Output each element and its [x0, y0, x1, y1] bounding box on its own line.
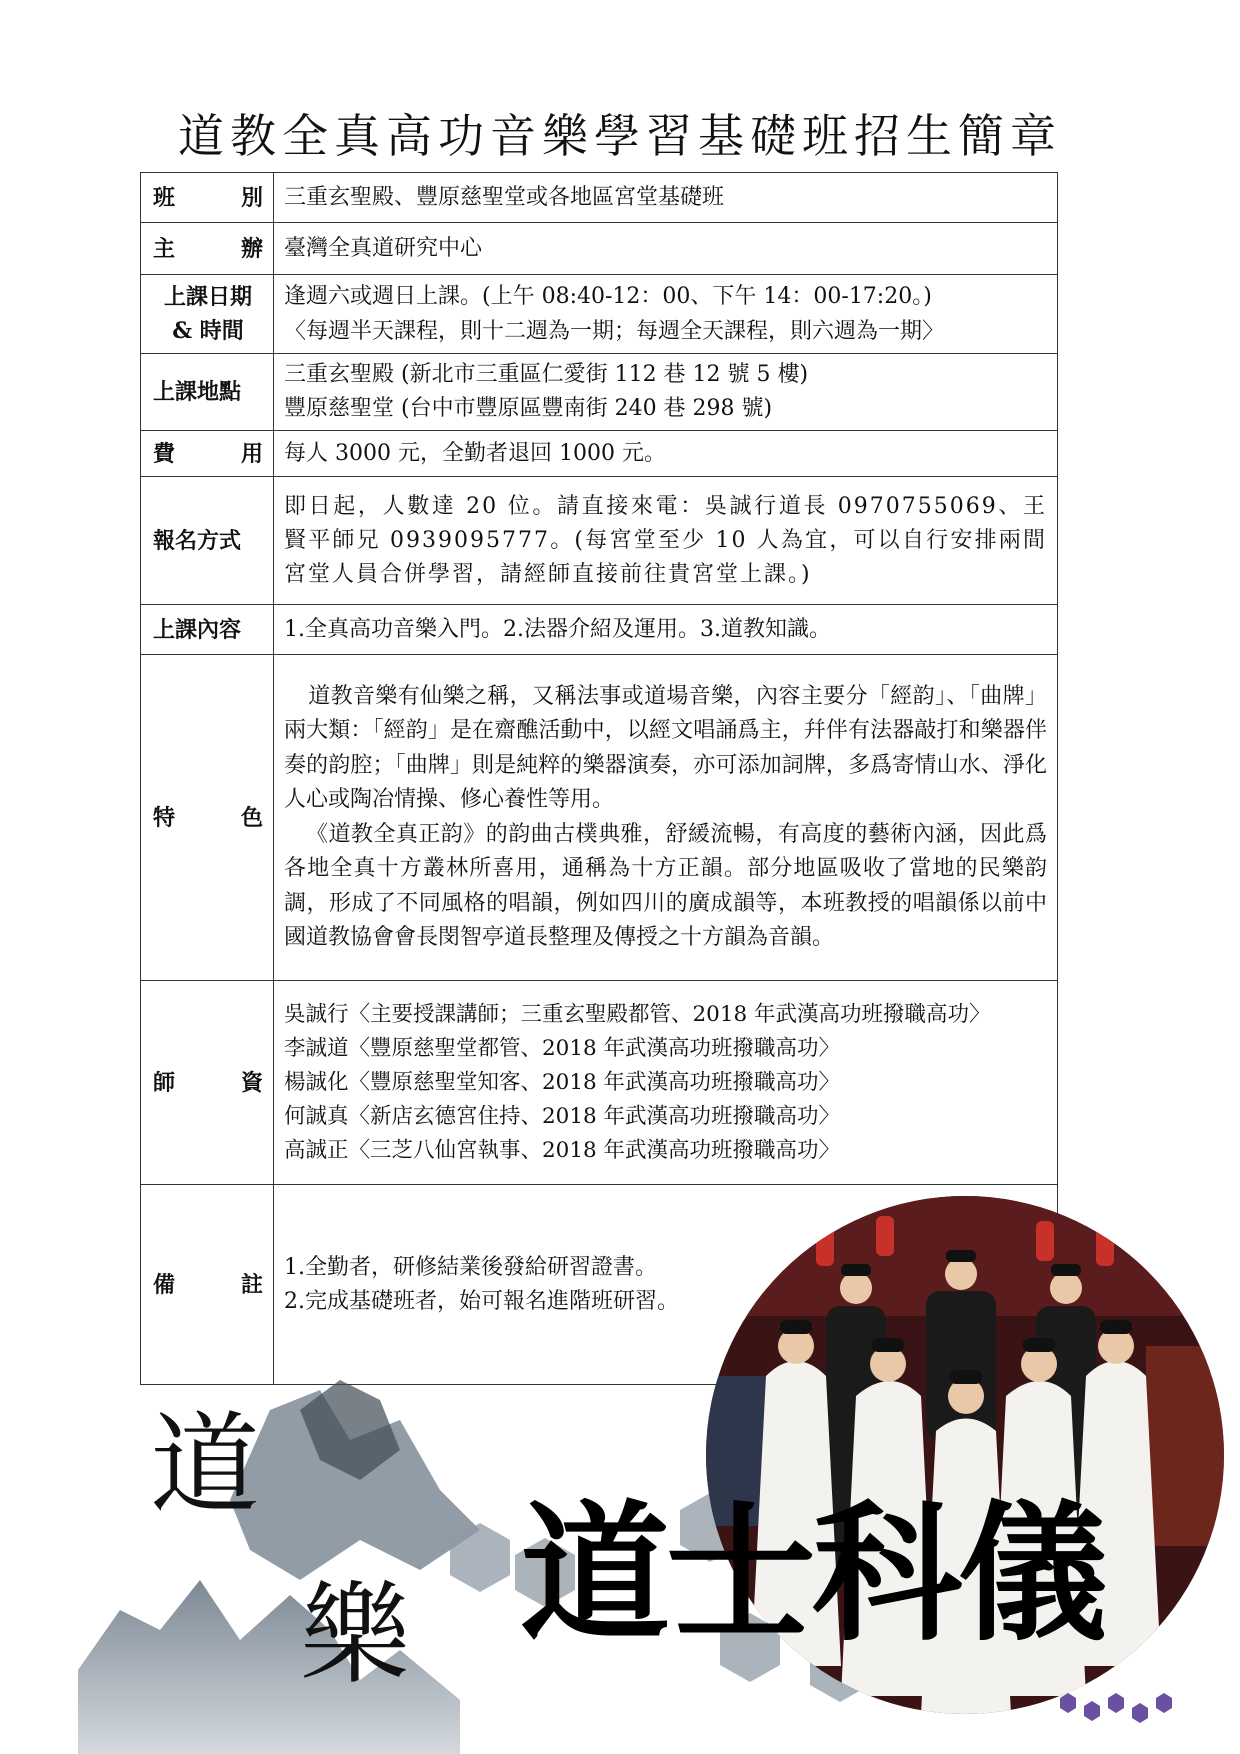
- row-label-notes: 備 註: [141, 1185, 274, 1385]
- teacher-entry: 高誠正〈三芝八仙宮執事、2018 年武漢高功班撥職高功〉: [284, 1137, 841, 1163]
- table-row: [141, 275, 1058, 354]
- page-title: 道教全真高功音樂學習基礎班招生簡章: [178, 109, 1062, 163]
- teacher-entry: 何誠真〈新店玄德宮住持、2018 年武漢高功班撥職高功〉: [284, 1103, 841, 1129]
- row-content-teachers: [274, 981, 1058, 1185]
- table-row: [141, 431, 1058, 477]
- hexagon-dots-decoration: [1050, 1688, 1190, 1738]
- table-row: [141, 354, 1058, 431]
- row-label-location: 上課地點: [141, 354, 274, 431]
- table-row: [141, 981, 1058, 1185]
- row-label-course-content: 上課內容: [141, 605, 274, 655]
- row-label-features: 特 色: [141, 655, 274, 981]
- row-content-notes: 1.全勤者，研修結業後發給研習證書。 2.完成基礎班者，始可報名進階班研習。: [274, 1185, 1058, 1385]
- row-label-registration: 報名方式: [141, 477, 274, 605]
- table-row: [141, 173, 1058, 223]
- brand-calligraphy-title: 道士科儀: [520, 1488, 1105, 1662]
- row-label-schedule: 上課日期 & 時間: [141, 275, 274, 354]
- calligraphy-dao: 道: [150, 1401, 260, 1529]
- row-content-course-content: 1.全真高功音樂入門。2.法器介紹及運用。3.道教知識。: [274, 605, 1058, 655]
- row-content-features: 道教音樂有仙樂之稱，又稱法事或道場音樂，內容主要分「經韵」、「曲牌」兩大類：「經韵」是在齋醮活動中，以經文唱誦爲主，幷伴有法器敲打和樂器伴奏的韵腔；「曲牌」則是純粹的樂器演奏，亦可添加詞牌，多爲寄情山水、淨化人心或陶冶情操、修心養性等用。 《道教全真正韵》的韵曲古樸典雅，舒緩流暢，有高度的藝術內涵，因此爲各地全真十方叢林所喜用，通稱為十方正韻。部分地區吸收了當地的民樂韵調，形成了不同風格的唱韻，例如四川的廣成韻等，本班教授的唱韻係以前中國道教協會會長閔智亭道長整理及傳授之十方韻為音韻。: [274, 655, 1058, 981]
- teacher-entry: 吳誠行〈主要授課講師；三重玄聖殿都管、2018 年武漢高功班撥職高功〉: [284, 1001, 991, 1027]
- row-label-class: 班 別: [141, 173, 274, 223]
- calligraphy-yue: 樂: [300, 1571, 410, 1699]
- row-content-location: 三重玄聖殿 (新北市三重區仁愛街 112 巷 12 號 5 樓) 豐原慈聖堂 (台中市豐原區豐南街 240 巷 298 號): [274, 354, 1058, 431]
- row-content-schedule: 逢週六或週日上課。(上午 08:40-12：00、下午 14：00-17:20。) 〈每週半天課程，則十二週為一期；每週全天課程，則六週為一期〉: [274, 275, 1058, 354]
- row-content-registration: 即日起，人數達 20 位。請直接來電：吳誠行道長 0970755069、王賢平師兄 0939095777。(每宮堂至少 10 人為宜，可以自行安排兩間宮堂人員合併學習，請經師直接前往貴宮堂上課。): [274, 477, 1058, 605]
- row-content-organizer: 臺灣全真道研究中心: [274, 223, 1058, 275]
- table-row: [141, 477, 1058, 605]
- row-label-organizer: 主 辦: [141, 223, 274, 275]
- table-row: [141, 605, 1058, 655]
- table-row: [141, 223, 1058, 275]
- teacher-entry: 李誠道〈豐原慈聖堂都管、2018 年武漢高功班撥職高功〉: [284, 1035, 841, 1061]
- row-label-fee: 費 用: [141, 431, 274, 477]
- table-row: [141, 655, 1058, 981]
- row-content-class: 三重玄聖殿、豐原慈聖堂或各地區宮堂基礎班: [274, 173, 1058, 223]
- row-content-fee: 每人 3000 元，全勤者退回 1000 元。: [274, 431, 1058, 477]
- row-label-teachers: 師 資: [141, 981, 274, 1185]
- teacher-entry: 楊誠化〈豐原慈聖堂知客、2018 年武漢高功班撥職高功〉: [284, 1069, 841, 1095]
